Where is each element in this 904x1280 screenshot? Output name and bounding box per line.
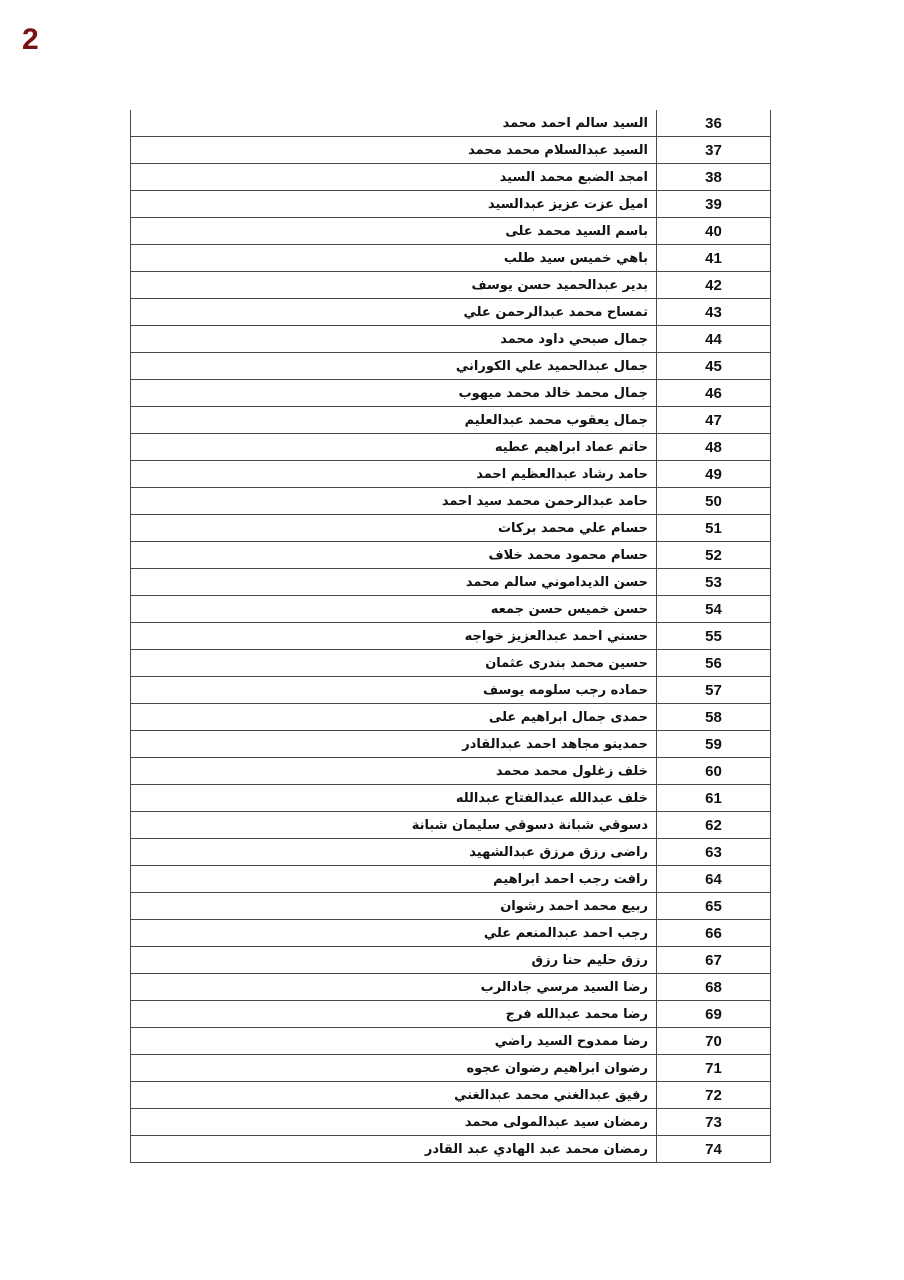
table-row bbox=[131, 515, 771, 542]
row-number: 64 bbox=[657, 866, 771, 893]
table-row bbox=[131, 326, 771, 353]
row-name: رضا ممدوح السيد راضي bbox=[131, 1028, 657, 1055]
row-name: رفيق عبدالغني محمد عبدالغني bbox=[131, 1082, 657, 1109]
table-row bbox=[131, 434, 771, 461]
row-name: السيد سالم احمد محمد bbox=[131, 110, 657, 137]
page-number: 2 bbox=[22, 23, 39, 56]
table-row bbox=[131, 731, 771, 758]
table-row bbox=[131, 1109, 771, 1136]
row-name: بدير عبدالحميد حسن يوسف bbox=[131, 272, 657, 299]
table-row bbox=[131, 542, 771, 569]
row-name: باسم السيد محمد على bbox=[131, 218, 657, 245]
row-number: 63 bbox=[657, 839, 771, 866]
table-row bbox=[131, 623, 771, 650]
table-row bbox=[131, 299, 771, 326]
row-number: 53 bbox=[657, 569, 771, 596]
row-name: رضا محمد عبدالله فرج bbox=[131, 1001, 657, 1028]
row-name: حمدى جمال ابراهيم على bbox=[131, 704, 657, 731]
row-name: حامد عبدالرحمن محمد سيد احمد bbox=[131, 488, 657, 515]
row-number: 43 bbox=[657, 299, 771, 326]
row-number: 37 bbox=[657, 137, 771, 164]
table-row bbox=[131, 839, 771, 866]
table-row bbox=[131, 866, 771, 893]
row-number: 54 bbox=[657, 596, 771, 623]
table-row bbox=[131, 785, 771, 812]
table-row bbox=[131, 920, 771, 947]
roster-table-container bbox=[130, 110, 770, 1163]
row-name: رجب احمد عبدالمنعم علي bbox=[131, 920, 657, 947]
row-name: ربيع محمد احمد رشوان bbox=[131, 893, 657, 920]
row-number: 47 bbox=[657, 407, 771, 434]
row-name: حسام علي محمد بركات bbox=[131, 515, 657, 542]
row-name: جمال يعقوب محمد عبدالعليم bbox=[131, 407, 657, 434]
row-name: خلف عبدالله عبدالفتاح عبدالله bbox=[131, 785, 657, 812]
row-name: حسن خميس حسن جمعه bbox=[131, 596, 657, 623]
row-number: 69 bbox=[657, 1001, 771, 1028]
row-number: 70 bbox=[657, 1028, 771, 1055]
row-number: 66 bbox=[657, 920, 771, 947]
table-row bbox=[131, 650, 771, 677]
row-number: 38 bbox=[657, 164, 771, 191]
row-name: حاتم عماد ابراهيم عطيه bbox=[131, 434, 657, 461]
row-name: رمضان محمد عبد الهادي عبد القادر bbox=[131, 1136, 657, 1163]
row-name: رمضان سيد عبدالمولى محمد bbox=[131, 1109, 657, 1136]
row-name: حسني احمد عبدالعزيز خواجه bbox=[131, 623, 657, 650]
row-number: 62 bbox=[657, 812, 771, 839]
row-name: تمساح محمد عبدالرحمن علي bbox=[131, 299, 657, 326]
table-row bbox=[131, 461, 771, 488]
row-name: حماده رجب سلومه يوسف bbox=[131, 677, 657, 704]
row-name: جمال محمد خالد محمد ميهوب bbox=[131, 380, 657, 407]
row-number: 61 bbox=[657, 785, 771, 812]
row-name: السيد عبدالسلام محمد محمد bbox=[131, 137, 657, 164]
table-row bbox=[131, 137, 771, 164]
row-number: 67 bbox=[657, 947, 771, 974]
row-name: رزق حليم حنا رزق bbox=[131, 947, 657, 974]
row-number: 49 bbox=[657, 461, 771, 488]
table-row bbox=[131, 407, 771, 434]
row-name: امجد الضبع محمد السيد bbox=[131, 164, 657, 191]
row-name: حسن الديداموني سالم محمد bbox=[131, 569, 657, 596]
table-row bbox=[131, 1055, 771, 1082]
row-number: 48 bbox=[657, 434, 771, 461]
row-number: 56 bbox=[657, 650, 771, 677]
table-row bbox=[131, 1082, 771, 1109]
table-row bbox=[131, 704, 771, 731]
row-name: جمال صبحي داود محمد bbox=[131, 326, 657, 353]
row-number: 42 bbox=[657, 272, 771, 299]
row-number: 36 bbox=[657, 110, 771, 137]
table-row bbox=[131, 758, 771, 785]
row-name: خلف زغلول محمد محمد bbox=[131, 758, 657, 785]
row-name: حسين محمد بندرى عثمان bbox=[131, 650, 657, 677]
table-row bbox=[131, 1001, 771, 1028]
table-row bbox=[131, 191, 771, 218]
row-number: 46 bbox=[657, 380, 771, 407]
table-row bbox=[131, 893, 771, 920]
row-number: 57 bbox=[657, 677, 771, 704]
table-row bbox=[131, 677, 771, 704]
table-row bbox=[131, 245, 771, 272]
row-name: حامد رشاد عبدالعظيم احمد bbox=[131, 461, 657, 488]
table-row bbox=[131, 488, 771, 515]
row-number: 59 bbox=[657, 731, 771, 758]
row-name: دسوقي شبانة دسوقي سليمان شبانة bbox=[131, 812, 657, 839]
table-row bbox=[131, 974, 771, 1001]
row-number: 44 bbox=[657, 326, 771, 353]
table-row bbox=[131, 812, 771, 839]
table-row bbox=[131, 272, 771, 299]
row-name: حمدينو مجاهد احمد عبدالقادر bbox=[131, 731, 657, 758]
row-number: 45 bbox=[657, 353, 771, 380]
row-number: 72 bbox=[657, 1082, 771, 1109]
row-name: رضوان ابراهيم رضوان عجوه bbox=[131, 1055, 657, 1082]
table-row bbox=[131, 218, 771, 245]
table-row bbox=[131, 164, 771, 191]
table-row bbox=[131, 1136, 771, 1163]
row-number: 51 bbox=[657, 515, 771, 542]
row-number: 73 bbox=[657, 1109, 771, 1136]
row-number: 65 bbox=[657, 893, 771, 920]
table-row bbox=[131, 596, 771, 623]
row-number: 41 bbox=[657, 245, 771, 272]
row-name: راضى رزق مرزق عبدالشهيد bbox=[131, 839, 657, 866]
row-number: 50 bbox=[657, 488, 771, 515]
row-number: 52 bbox=[657, 542, 771, 569]
row-number: 60 bbox=[657, 758, 771, 785]
row-name: باهي خميس سيد طلب bbox=[131, 245, 657, 272]
row-number: 58 bbox=[657, 704, 771, 731]
row-number: 74 bbox=[657, 1136, 771, 1163]
table-row bbox=[131, 1028, 771, 1055]
roster-table-body bbox=[131, 110, 771, 1163]
table-row bbox=[131, 947, 771, 974]
roster-table bbox=[130, 110, 771, 1163]
row-number: 39 bbox=[657, 191, 771, 218]
table-row bbox=[131, 110, 771, 137]
row-name: اميل عزت عزيز عبدالسيد bbox=[131, 191, 657, 218]
row-name: جمال عبدالحميد علي الكوراني bbox=[131, 353, 657, 380]
row-number: 68 bbox=[657, 974, 771, 1001]
row-name: رضا السيد مرسي جادالرب bbox=[131, 974, 657, 1001]
row-name: حسام محمود محمد خلاف bbox=[131, 542, 657, 569]
table-row bbox=[131, 380, 771, 407]
row-number: 40 bbox=[657, 218, 771, 245]
row-name: رافت رجب احمد ابراهيم bbox=[131, 866, 657, 893]
table-row bbox=[131, 569, 771, 596]
row-number: 55 bbox=[657, 623, 771, 650]
row-number: 71 bbox=[657, 1055, 771, 1082]
table-row bbox=[131, 353, 771, 380]
